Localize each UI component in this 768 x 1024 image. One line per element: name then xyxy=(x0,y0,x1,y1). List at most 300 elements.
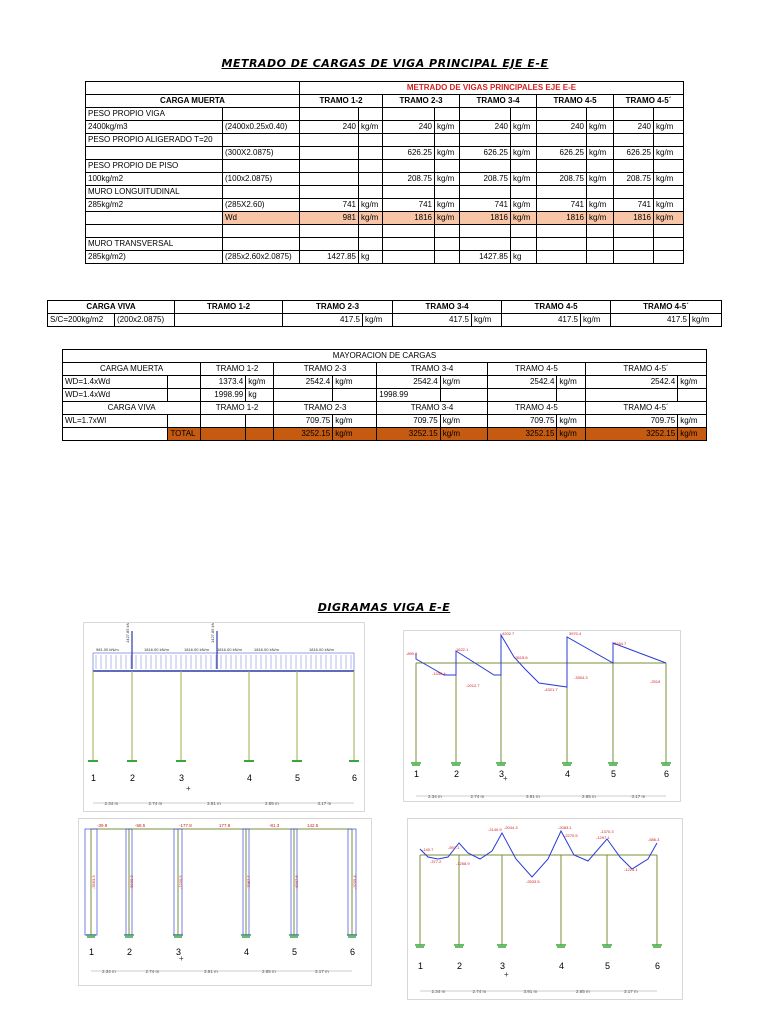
span-label: 2.85 m xyxy=(576,989,590,994)
node-label: 5 xyxy=(605,961,611,971)
cell: PESO PROPIO DE PISO xyxy=(86,160,223,173)
cell: kg/m xyxy=(587,212,614,225)
header-cell: TRAMO 2-3 xyxy=(283,301,393,314)
node-label: 4 xyxy=(559,961,565,971)
cell: kg/m xyxy=(435,173,460,186)
cell: kg/m xyxy=(511,199,537,212)
cell xyxy=(654,186,684,199)
cell: kg/m xyxy=(246,376,274,389)
cell xyxy=(614,238,654,251)
header-cell: CARGA VIVA xyxy=(48,301,175,314)
load-label: 1816.00 kN/m xyxy=(309,647,334,652)
shear-label: -3304.3 xyxy=(574,675,588,680)
cell xyxy=(460,238,511,251)
load-label: 1816.00 kN/m xyxy=(217,647,242,652)
cell: PESO PROPIO ALIGERADO T=20 xyxy=(86,134,223,147)
cell xyxy=(614,108,654,121)
cell: kg/m xyxy=(333,376,377,389)
cell xyxy=(300,108,359,121)
cell: 3252.15 xyxy=(377,428,440,441)
header-cell: CARGA VIVA xyxy=(63,402,201,415)
span-label: 3.91 m xyxy=(526,794,540,799)
span-label: 3.91 m xyxy=(523,989,538,994)
cell: 741 xyxy=(300,199,359,212)
cell: kg/m xyxy=(654,199,684,212)
cell xyxy=(383,134,435,147)
cell: PESO PROPIO VIGA xyxy=(86,108,223,121)
load-factor-table xyxy=(62,349,707,441)
cell xyxy=(460,160,511,173)
cell: (2400x0.25x0.40) xyxy=(223,121,300,134)
cell: kg/m xyxy=(511,173,537,186)
header-cell: TRAMO 3-4 xyxy=(460,95,537,108)
axial-label: -177.8 xyxy=(179,823,192,828)
support-icon xyxy=(496,763,506,765)
wd-label: Wd xyxy=(223,212,300,225)
cell: 709.75 xyxy=(487,415,557,428)
node-label: 3 xyxy=(500,961,506,971)
wd-row xyxy=(86,212,684,225)
cell: 626.25 xyxy=(614,147,654,160)
header-cell: TRAMO 4-5 xyxy=(487,402,585,415)
cell: 1998.99 xyxy=(377,389,440,402)
node-label: 2 xyxy=(127,947,133,957)
moment-diagram-svg xyxy=(408,819,682,999)
cell: 2542.4 xyxy=(377,376,440,389)
cell: kg/m xyxy=(654,147,684,160)
axial-label: -3563.3 xyxy=(91,875,96,889)
cell: 626.25 xyxy=(460,147,511,160)
cell xyxy=(460,134,511,147)
cell: MURO LONGUITUDINAL xyxy=(86,186,223,199)
header-cell: TRAMO 1-2 xyxy=(175,301,283,314)
cell: kg/m xyxy=(435,121,460,134)
table-row xyxy=(86,186,684,199)
cell: kg/m xyxy=(435,147,460,160)
cell xyxy=(359,160,383,173)
span-label: 2.74 m xyxy=(148,801,163,806)
node-label: 6 xyxy=(664,769,670,779)
cell: 1373.4 xyxy=(201,376,246,389)
support-icon xyxy=(411,763,421,765)
cell xyxy=(614,160,654,173)
cell xyxy=(460,108,511,121)
cell: 1998.99 xyxy=(201,389,246,402)
cell: kg/m xyxy=(363,314,393,327)
cell xyxy=(537,108,587,121)
table-header-row xyxy=(63,363,707,376)
cell: (285X2.60) xyxy=(223,199,300,212)
cell xyxy=(300,186,359,199)
cell xyxy=(614,251,654,264)
cell: kg/m xyxy=(440,376,487,389)
shear-diagram-svg xyxy=(404,631,680,801)
table-row xyxy=(86,238,684,251)
cell: 2542.4 xyxy=(487,376,557,389)
load-diagram-svg xyxy=(84,623,364,811)
cell: 1816 xyxy=(383,212,435,225)
cell xyxy=(300,147,359,160)
cell: kg xyxy=(511,251,537,264)
shear-label: 3970.4 xyxy=(569,631,582,636)
cell: 741 xyxy=(537,199,587,212)
span-label: 2.74 m xyxy=(145,969,160,974)
table-row xyxy=(48,314,722,327)
cell xyxy=(300,134,359,147)
table-caption: METRADO DE VIGAS PRINCIPALES EJE E-E xyxy=(300,82,684,95)
cell xyxy=(359,173,383,186)
span-label: 2.85 m xyxy=(262,969,276,974)
moment-curve xyxy=(420,831,657,877)
cell: kg/m xyxy=(587,173,614,186)
table-row xyxy=(86,121,684,134)
moment-label: -586.3 xyxy=(648,837,660,842)
moment-label: -1258.9 xyxy=(456,861,470,866)
span-label: 2.74 m xyxy=(470,794,485,799)
span-label: 3.17 m xyxy=(317,801,332,806)
table-row xyxy=(86,160,684,173)
cell: 417.5 xyxy=(283,314,363,327)
header-cell: TRAMO 3-4 xyxy=(393,301,502,314)
node-label: 3 xyxy=(499,769,505,779)
load-diagram xyxy=(83,622,365,812)
span-label: 2.34 m xyxy=(104,801,119,806)
cell: WL=1.7xWl xyxy=(63,415,168,428)
cell xyxy=(223,186,300,199)
header-cell: TRAMO 4-5 xyxy=(502,301,611,314)
cell xyxy=(359,238,383,251)
cell xyxy=(383,186,435,199)
cell: 981 xyxy=(300,212,359,225)
cell: kg xyxy=(246,389,274,402)
cell xyxy=(654,251,684,264)
cell: 626.25 xyxy=(383,147,435,160)
cell: 1816 xyxy=(537,212,587,225)
cell xyxy=(511,108,537,121)
node-label: 4 xyxy=(244,947,250,957)
table-row xyxy=(63,389,707,402)
span-label: 2.85 m xyxy=(265,801,279,806)
cell: 3252.15 xyxy=(273,428,332,441)
cell: 240 xyxy=(537,121,587,134)
shear-label: 4202.7 xyxy=(502,631,515,636)
cell: 626.25 xyxy=(537,147,587,160)
cell xyxy=(654,238,684,251)
cell: kg/m xyxy=(678,428,707,441)
axial-label: -58.5 xyxy=(135,823,146,828)
moment-label: -1370.3 xyxy=(600,829,614,834)
axial-label: -3209.4 xyxy=(352,875,357,889)
axial-label: -6207.6 xyxy=(294,875,299,889)
header-cell: TRAMO 1-2 xyxy=(201,363,274,376)
cell: 2542.4 xyxy=(273,376,332,389)
table-row xyxy=(86,134,684,147)
cell xyxy=(511,160,537,173)
table-row xyxy=(86,173,684,186)
support-icon xyxy=(556,945,566,947)
span-label: 2.34 m xyxy=(102,969,116,974)
node-label: 6 xyxy=(352,773,358,783)
cell: 240 xyxy=(460,121,511,134)
cell xyxy=(460,186,511,199)
shear-diagram xyxy=(403,630,681,802)
cell: 1816 xyxy=(460,212,511,225)
header-cell: TRAMO 4-5 xyxy=(537,95,614,108)
cell xyxy=(435,108,460,121)
cell: 3252.15 xyxy=(487,428,557,441)
cell: kg/m xyxy=(654,212,684,225)
support-icon xyxy=(454,945,464,947)
cell: kg/m xyxy=(511,147,537,160)
span-label: 3.91 m xyxy=(204,969,218,974)
moment-label: -2083.1 xyxy=(558,825,572,830)
cell: kg/m xyxy=(587,199,614,212)
cell xyxy=(359,147,383,160)
cell: 741 xyxy=(383,199,435,212)
cell xyxy=(587,134,614,147)
cell: 208.75 xyxy=(383,173,435,186)
diagrams-title: DIGRAMAS VIGA E-E xyxy=(317,601,451,614)
cell xyxy=(587,238,614,251)
header-cell: TRAMO 1-2 xyxy=(201,402,274,415)
table-header-row xyxy=(86,95,684,108)
shear-label: -2012.7 xyxy=(466,683,480,688)
cell: 285kg/m2 xyxy=(86,199,223,212)
cell: S/C=200kg/m2 xyxy=(48,314,115,327)
node-label: 4 xyxy=(247,773,253,783)
node-label: 1 xyxy=(418,961,424,971)
cell xyxy=(223,160,300,173)
cell: 417.5 xyxy=(393,314,472,327)
cell xyxy=(223,238,300,251)
moment-label: -377.2 xyxy=(430,859,442,864)
header-cell: TRAMO 3-4 xyxy=(377,402,488,415)
cell: kg/m xyxy=(654,173,684,186)
cell: 1427.85 xyxy=(300,251,359,264)
cell: kg/m xyxy=(440,415,487,428)
axial-label: -81.3 xyxy=(269,823,280,828)
cell: 208.75 xyxy=(614,173,654,186)
header-cell: TRAMO 4-5´ xyxy=(586,363,707,376)
cell: kg/m xyxy=(654,121,684,134)
cell xyxy=(435,251,460,264)
page-title: METRADO DE CARGAS DE VIGA PRINCIPAL EJE E-E xyxy=(221,57,549,70)
node-label: 2 xyxy=(454,769,460,779)
cell: 417.5 xyxy=(502,314,581,327)
axial-label: -39.9 xyxy=(97,823,108,828)
header-cell: TRAMO 4-5´ xyxy=(614,95,684,108)
cell: kg/m xyxy=(333,428,377,441)
cell xyxy=(359,134,383,147)
cell xyxy=(359,108,383,121)
cell: kg/m xyxy=(587,147,614,160)
table-row xyxy=(86,108,684,121)
cell: 741 xyxy=(460,199,511,212)
support-icon xyxy=(415,945,425,947)
cell: kg/m xyxy=(557,415,586,428)
moment-label: -2533.5 xyxy=(526,879,540,884)
span-label: 2.34 m xyxy=(431,989,446,994)
cell xyxy=(300,173,359,186)
header-cell: CARGA MUERTA xyxy=(86,95,300,108)
cell: (200x2.0875) xyxy=(115,314,175,327)
shear-label: -4321.7 xyxy=(544,687,558,692)
node-label: 5 xyxy=(295,773,301,783)
cell: 2542.4 xyxy=(586,376,678,389)
cell: 285kg/m2) xyxy=(86,251,223,264)
cell xyxy=(587,108,614,121)
cursor-icon: + xyxy=(186,784,191,793)
node-label: 6 xyxy=(350,947,356,957)
cell xyxy=(223,134,300,147)
header-cell: CARGA MUERTA xyxy=(63,363,201,376)
cell: kg xyxy=(359,251,383,264)
cell: kg/m xyxy=(440,428,487,441)
cell xyxy=(300,160,359,173)
cursor-icon: + xyxy=(179,954,184,963)
axial-diagram xyxy=(78,818,372,986)
cell: 2400kg/m3 xyxy=(86,121,223,134)
table-row xyxy=(86,251,684,264)
node-label: 3 xyxy=(176,947,182,957)
header-cell: TRAMO 2-3 xyxy=(273,363,376,376)
cell xyxy=(435,186,460,199)
cell: kg/m xyxy=(435,212,460,225)
cell xyxy=(537,186,587,199)
cell: 240 xyxy=(614,121,654,134)
header-cell: TRAMO 4-5´ xyxy=(586,402,707,415)
node-label: 2 xyxy=(457,961,463,971)
cell xyxy=(537,134,587,147)
table-row xyxy=(86,199,684,212)
cell xyxy=(654,108,684,121)
table-row xyxy=(86,147,684,160)
node-label: 6 xyxy=(655,961,661,971)
cell xyxy=(435,238,460,251)
moment-label: -1297.1 xyxy=(596,835,610,840)
header-cell: TRAMO 2-3 xyxy=(273,402,376,415)
total-row xyxy=(63,428,707,441)
span-label: 3.17 m xyxy=(631,794,646,799)
cell: 100kg/m2 xyxy=(86,173,223,186)
shear-label: -3515.6 xyxy=(514,655,528,660)
cell xyxy=(383,238,435,251)
node-label: 1 xyxy=(89,947,95,957)
table-row xyxy=(63,376,707,389)
cell: WD=1.4xWd xyxy=(63,376,168,389)
moment-label: -597.1 xyxy=(448,845,460,850)
axial-label: -7220.5 xyxy=(178,875,183,889)
cell: kg/m xyxy=(472,314,502,327)
dead-load-table xyxy=(85,81,684,264)
table-caption: MAYORACION DE CARGAS xyxy=(63,350,707,363)
cell xyxy=(614,134,654,147)
moment-diagram xyxy=(407,818,683,1000)
header-cell: TRAMO 1-2 xyxy=(300,95,383,108)
cell xyxy=(511,186,537,199)
axial-label: 177.8 xyxy=(219,823,231,828)
cell xyxy=(587,186,614,199)
cell xyxy=(537,238,587,251)
cell xyxy=(537,160,587,173)
cell: 709.75 xyxy=(586,415,678,428)
cell xyxy=(359,186,383,199)
table-row xyxy=(86,225,684,238)
cell: 709.75 xyxy=(377,415,440,428)
cell: kg/m xyxy=(678,376,707,389)
cell: kg/m xyxy=(690,314,722,327)
axial-diagram-svg xyxy=(79,819,371,985)
cell: WD=1.4xWd xyxy=(63,389,168,402)
total-label: TOTAL xyxy=(168,428,201,441)
shear-label: 1622.1 xyxy=(456,647,469,652)
cell xyxy=(511,238,537,251)
node-label: 5 xyxy=(292,947,298,957)
live-load-table xyxy=(47,300,722,327)
cell xyxy=(587,251,614,264)
moment-label: -2140.9 xyxy=(488,827,502,832)
cursor-icon: + xyxy=(503,774,508,783)
span-label: 2.85 m xyxy=(582,794,596,799)
cell: kg/m xyxy=(557,376,586,389)
cell xyxy=(223,108,300,121)
cell xyxy=(435,134,460,147)
cell: kg/m xyxy=(435,199,460,212)
cell: 741 xyxy=(614,199,654,212)
cell: kg/m xyxy=(581,314,611,327)
cell: 1427.85 xyxy=(460,251,511,264)
span-label: 3.17 m xyxy=(624,989,638,994)
shear-label: -1330.4 xyxy=(432,671,446,676)
load-label: 981.00 kN/m xyxy=(96,647,119,652)
cell: 208.75 xyxy=(460,173,511,186)
support-icon xyxy=(661,763,671,765)
shear-label: -890.1 xyxy=(406,651,418,656)
cell: 240 xyxy=(383,121,435,134)
support-icon xyxy=(562,763,572,765)
cell: kg/m xyxy=(678,415,707,428)
header-cell: TRAMO 4-5 xyxy=(487,363,585,376)
cell xyxy=(175,314,283,327)
table-header-row xyxy=(63,402,707,415)
cell xyxy=(383,108,435,121)
moment-label: -2270.5 xyxy=(564,833,578,838)
cell: kg/m xyxy=(333,415,377,428)
node-label: 5 xyxy=(611,769,617,779)
moment-label: -140.7 xyxy=(422,847,434,852)
cell: 3252.15 xyxy=(586,428,678,441)
axial-label: 142.5 xyxy=(307,823,319,828)
cell: kg/m xyxy=(511,212,537,225)
span-label: 3.91 m xyxy=(207,801,221,806)
cell: kg/m xyxy=(511,121,537,134)
node-label: 3 xyxy=(179,773,185,783)
header-cell: TRAMO 2-3 xyxy=(383,95,460,108)
support-icon xyxy=(451,763,461,765)
cell: MURO TRANSVERSAL xyxy=(86,238,223,251)
table-header-row xyxy=(48,301,722,314)
table-row xyxy=(63,415,707,428)
cell xyxy=(300,238,359,251)
cell xyxy=(614,186,654,199)
cell xyxy=(383,160,435,173)
axial-label: -7057.7 xyxy=(246,875,251,889)
point-load-label: 1427.85 kN xyxy=(125,623,130,643)
cell: 709.75 xyxy=(273,415,332,428)
cell: kg/m xyxy=(359,212,383,225)
node-label: 4 xyxy=(565,769,571,779)
span-label: 2.34 m xyxy=(428,794,442,799)
